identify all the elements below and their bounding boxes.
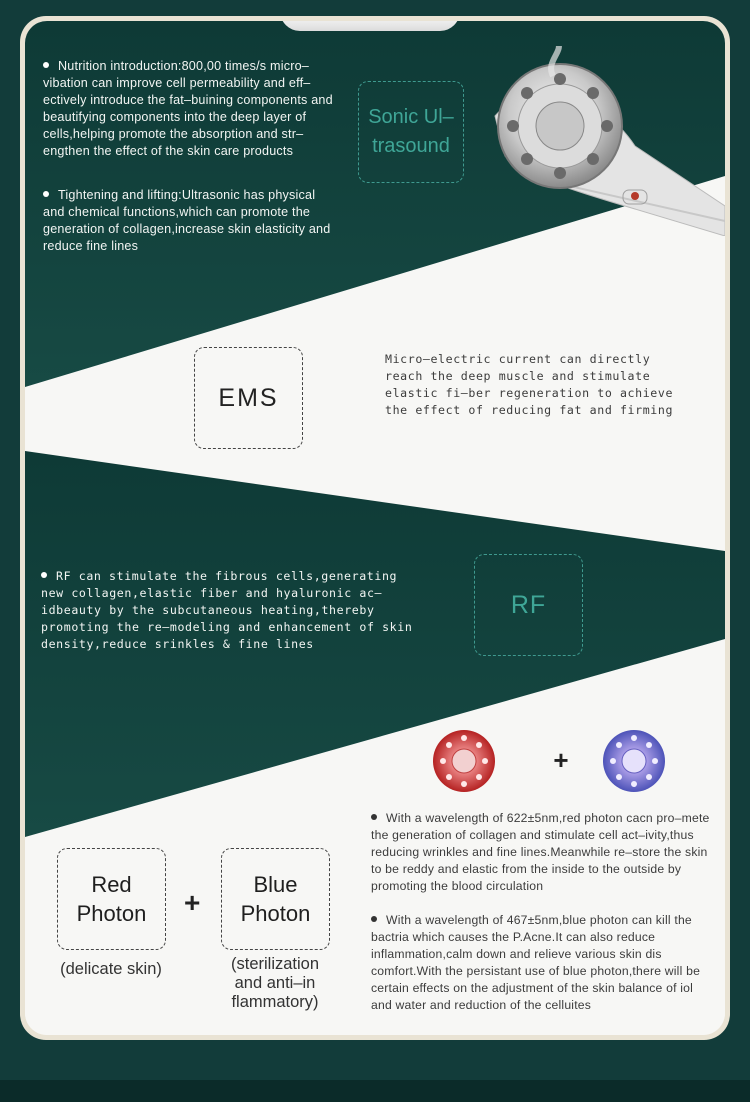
blue-photon-caption: [209, 955, 341, 1012]
content-panel: [25, 21, 725, 1035]
rf-description-text: RF can stimulate the fibrous cells,generating new collagen,elastic fiber and hyaluronic ac–idbeauty by the subcutaneous heating,thereby promoting the re–modeling and enhancement of skin density,reduce srinkles & fine lines: [41, 569, 413, 651]
red-photon-box: [57, 848, 166, 950]
led-plus-sign: +: [553, 745, 569, 775]
blue-photon-description-text: With a wavelength of 467±5nm,blue photon can kill the bactria which causes the P.Acne.It can also reduce inflammation,calm down and relieve various skin dis comfort.With the persistant use of blue photon,there will be certain effects on the adjustment of the skin balance of iol and water and reduction of the celluites: [371, 913, 701, 1012]
ultrasonic-device-icon: [485, 46, 725, 236]
content-frame: [20, 16, 730, 1040]
blue-led-icon: [603, 730, 665, 792]
sonic-ultrasound-label-box: [358, 81, 464, 183]
red-photon-description-text: With a wavelength of 622±5nm,red photon cacn pro–mete the generation of collagen and stimulate cell act–ivity,thus reducing wrinkles and fine lines.Meanwhile re–store the skin to be reddy and elastic from the inside to the outside by promoting the blood circulation: [371, 811, 710, 893]
blue-photon-line1: Blue: [253, 872, 298, 897]
rf-label-box: [474, 554, 583, 656]
blue-photon-box: [221, 848, 330, 950]
photon-plus-sign: +: [184, 887, 201, 918]
red-led-icon: [433, 730, 495, 792]
sonic-bullet-2: [43, 187, 335, 255]
bullet-dot: [43, 62, 49, 68]
sonic-label-line1: Sonic Ul–: [368, 106, 454, 128]
bullet-dot: [371, 814, 377, 820]
red-photon-line2: Photon: [76, 901, 147, 926]
sonic-label-line2: trasound: [372, 135, 450, 157]
blue-caption-line3: flammatory): [231, 993, 319, 1011]
blue-caption-line1: (sterilization: [230, 955, 320, 973]
rf-label: RF: [510, 590, 547, 619]
ems-label: EMS: [218, 383, 279, 412]
red-photon-caption: (delicate skin): [60, 960, 162, 978]
red-photon-description: [371, 810, 711, 895]
ems-label-box: [194, 347, 303, 449]
bullet-dot: [43, 191, 49, 197]
sonic-bullet-2-text: Tightening and lifting:Ultrasonic has physical and chemical functions,which can promote the generation of collagen,increase skin elasticity and reduce fine lines: [43, 188, 331, 253]
sonic-bullet-1-text: Nutrition introduction:800,00 times/s micro–vibation can improve cell permeability and eff–ectively introduce the fat–buining components and beautifying components into the deep layer of cells,helping promote the absorption and str–engthen the effect of the skin care products: [43, 59, 333, 158]
blue-caption-line2: and anti–in: [234, 974, 316, 992]
bullet-dot: [41, 572, 47, 578]
sonic-bullet-1: [43, 58, 335, 160]
bottom-strip: [0, 1080, 750, 1102]
ems-description: Micro–electric current can directly reach the deep muscle and stimulate elastic fi–ber regeneration to achieve the effect of reducing fat and firming: [385, 352, 674, 417]
rf-description: [41, 568, 413, 653]
blue-photon-description: [371, 912, 711, 1014]
device-handle-top: [280, 21, 460, 31]
photon-led-icons: [415, 721, 715, 801]
blue-photon-line2: Photon: [240, 901, 311, 926]
bullet-dot: [371, 916, 377, 922]
red-photon-line1: Red: [91, 872, 132, 897]
